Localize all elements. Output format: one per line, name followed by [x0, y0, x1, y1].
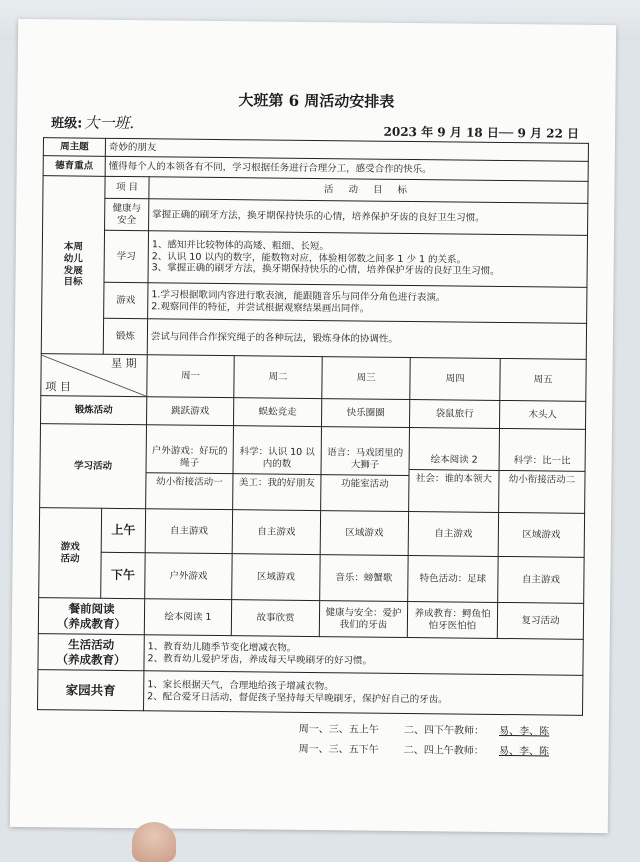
game-am-label: 上午 — [101, 508, 145, 552]
day-header-tue: 周二 — [234, 356, 322, 399]
class-label: 班级: — [51, 116, 83, 132]
corner-item-label: 项 目 — [45, 379, 71, 394]
day-header-wed: 周三 — [322, 357, 410, 400]
life-label-line: 生活活动 — [68, 637, 115, 653]
footer-row1-right: 二、四下午教师： — [403, 724, 485, 737]
goal-item-study: 学习 — [104, 230, 149, 282]
class-line — [51, 111, 134, 133]
study-cell-fri — [499, 428, 586, 513]
page-title: 大班第 6 周活动安排表 — [238, 91, 395, 111]
fingertip — [132, 822, 176, 862]
study-cell-thu — [409, 428, 500, 513]
life-line: 2、教育幼儿爱护牙齿，养成每天早晚刷牙的好习惯。 — [147, 652, 373, 667]
game-am-row — [39, 508, 584, 558]
study-slot-1: 科学：认识 10 以内的数 — [239, 446, 315, 470]
reading-label — [38, 598, 144, 635]
game-label — [39, 508, 102, 599]
day-header-mon: 周一 — [147, 355, 234, 398]
footer-row2-left: 周一、三、五下午 — [298, 743, 379, 756]
study-label: 学习活动 — [40, 424, 147, 509]
game-pm-cell: 特色活动：足球 — [408, 556, 498, 603]
reading-cell: 故事欣赏 — [231, 600, 319, 637]
study-slot-1: 科学：比一比 — [513, 455, 571, 467]
game-pm-cell: 区域游戏 — [232, 554, 320, 601]
moral-value: 懂得每个人的本领各有不同，学习根据任务进行合理分工，感受合作的快乐。 — [105, 156, 588, 181]
footer-row1-left: 周一、三、五上午 — [298, 723, 379, 736]
exercise-cell: 快乐圈圈 — [321, 399, 409, 428]
goals-label-line: 发展 — [63, 264, 83, 277]
home-line: 2、配合爱牙日活动，督促孩子坚持每天早晚刷牙，保护好自己的牙齿。 — [147, 690, 448, 705]
game-am-cell: 自主游戏 — [408, 512, 498, 557]
study-slot-1: 绘本阅读 2 — [430, 454, 478, 466]
game-am-cell: 自主游戏 — [145, 509, 232, 554]
game-pm-row — [39, 552, 584, 604]
study-cell-mon — [146, 425, 234, 510]
goals-label-line: 本周 — [63, 241, 83, 253]
study-slot-1: 语言：马戏团里的大狮子 — [327, 447, 404, 471]
study-slot-1: 户外游戏：好玩的绳子 — [151, 445, 228, 469]
game-label-line: 游戏 — [60, 540, 80, 553]
goal-text-exercise: 尝试与同伴合作探究绳子的各种玩法，锻炼身体的协调性。 — [147, 319, 586, 360]
life-label-line: （养成教育） — [56, 651, 126, 667]
footer-row2-signature: 易、李、陈 — [498, 745, 550, 758]
game-label-line: 活动 — [60, 552, 80, 565]
reading-cell: 养成教育：鳄鱼怕怕牙医怕怕 — [407, 602, 497, 639]
goal-row — [42, 282, 587, 324]
reading-cell: 复习活动 — [497, 602, 583, 639]
goals-label-line: 幼儿 — [63, 253, 83, 265]
study-cell-wed — [321, 427, 410, 512]
goal-item-health — [105, 198, 149, 230]
home-row — [38, 670, 583, 716]
game-am-cell: 自主游戏 — [232, 510, 320, 555]
study-slot-2: 功能室活动 — [321, 474, 408, 491]
theme-value: 奇妙的朋友 — [105, 138, 588, 161]
goal-text-health: 掌握正确的刷牙方法，换牙期保持快乐的心情，培养保护牙齿的良好卫生习惯。 — [149, 199, 588, 236]
weekday-header-row — [41, 354, 586, 402]
goals-item-header: 项 目 — [105, 176, 149, 198]
game-pm-cell: 音乐：螃蟹歌 — [320, 555, 408, 602]
corner-weekday-label: 星 期 — [111, 356, 137, 370]
theme-label: 周主题 — [43, 138, 105, 157]
study-slot-2: 幼小衔接活动一 — [146, 472, 232, 489]
day-header-thu: 周四 — [410, 358, 500, 401]
goals-section-label — [41, 176, 105, 355]
game-pm-label: 下午 — [101, 552, 145, 598]
goal-row — [42, 230, 588, 288]
goal-item-line: 安全 — [117, 214, 137, 226]
home-line: 1、家长根据天气，合理地给孩子增减衣物。 — [147, 678, 334, 692]
footer-line-1 — [299, 720, 550, 738]
goal-line: 3、掌握正确的刷牙方法，换牙期保持快乐的心情，培养保护牙齿的良好卫生习惯。 — [151, 262, 500, 278]
footer-row1-signature: 易、李、陈 — [499, 725, 550, 738]
life-row — [38, 634, 583, 676]
reading-row — [38, 598, 583, 640]
schedule-sheet — [10, 19, 616, 833]
day-header-fri: 周五 — [500, 358, 586, 401]
home-content — [144, 671, 583, 716]
exercise-cell: 袋鼠旅行 — [409, 400, 499, 429]
reading-cell: 绘本阅读 1 — [144, 599, 231, 636]
reading-label-line: （养成教育） — [56, 615, 126, 631]
goal-text-study — [148, 231, 588, 288]
exercise-label: 锻炼活动 — [41, 396, 147, 425]
goal-line: 2.观察同伴的特征，并尝试根据观察结果画出同伴。 — [151, 300, 370, 315]
corner-cell — [41, 354, 147, 397]
goals-goal-header: 活 动 目 标 — [149, 177, 588, 204]
footer-row2-right: 二、四上午教师： — [403, 744, 484, 757]
life-label — [38, 634, 144, 671]
schedule-table — [37, 137, 589, 716]
goal-line: 2、认识 10 以内的数字，能数物对应，体验相邻数之间多 1 少 1 的关系。 — [151, 250, 467, 266]
home-label: 家园共育 — [38, 670, 144, 711]
game-am-cell: 区域游戏 — [498, 512, 585, 557]
study-cell-tue — [233, 426, 322, 511]
goal-text-game — [148, 283, 587, 324]
study-slot-2: 社会：谁的本领大 — [409, 469, 498, 486]
footer-line-2 — [299, 740, 550, 758]
life-line: 1、教育幼儿随季节变化增减衣物。 — [147, 640, 297, 654]
reading-cell: 健康与安全：爱护我们的牙齿 — [319, 601, 407, 638]
class-value-handwritten: 大一班. — [84, 113, 135, 133]
exercise-cell: 木头人 — [499, 400, 585, 429]
study-row — [40, 424, 586, 514]
goal-item-game: 游戏 — [104, 282, 148, 318]
date-range: 2023 年 9 月 18 日── 9 月 22 日 — [383, 124, 580, 141]
game-pm-cell: 户外游戏 — [145, 553, 232, 600]
goal-item-exercise: 锻炼 — [103, 318, 147, 354]
reading-label-line: 餐前阅读 — [68, 601, 115, 617]
study-slot-2: 幼小衔接活动二 — [499, 470, 584, 487]
game-am-cell: 区域游戏 — [320, 511, 408, 556]
study-slot-2: 美工：我的好朋友 — [233, 473, 320, 490]
goal-item-line: 健康与 — [112, 202, 142, 214]
life-content — [144, 635, 583, 676]
corner-diagonal — [41, 355, 146, 396]
goal-line: 1、感知并比较物体的高矮、粗细、长短。 — [151, 238, 329, 252]
goal-line: 1.学习根据歌词内容进行歌表演，能跟随音乐与同伴分角色进行表演。 — [151, 288, 446, 304]
moral-label: 德育重点 — [43, 156, 105, 177]
exercise-cell: 跳跃游戏 — [147, 397, 234, 426]
exercise-cell: 蜈蚣竞走 — [233, 398, 321, 427]
goals-label-line: 目标 — [63, 276, 83, 288]
game-pm-cell: 自主游戏 — [498, 556, 585, 603]
goal-row — [41, 318, 586, 360]
